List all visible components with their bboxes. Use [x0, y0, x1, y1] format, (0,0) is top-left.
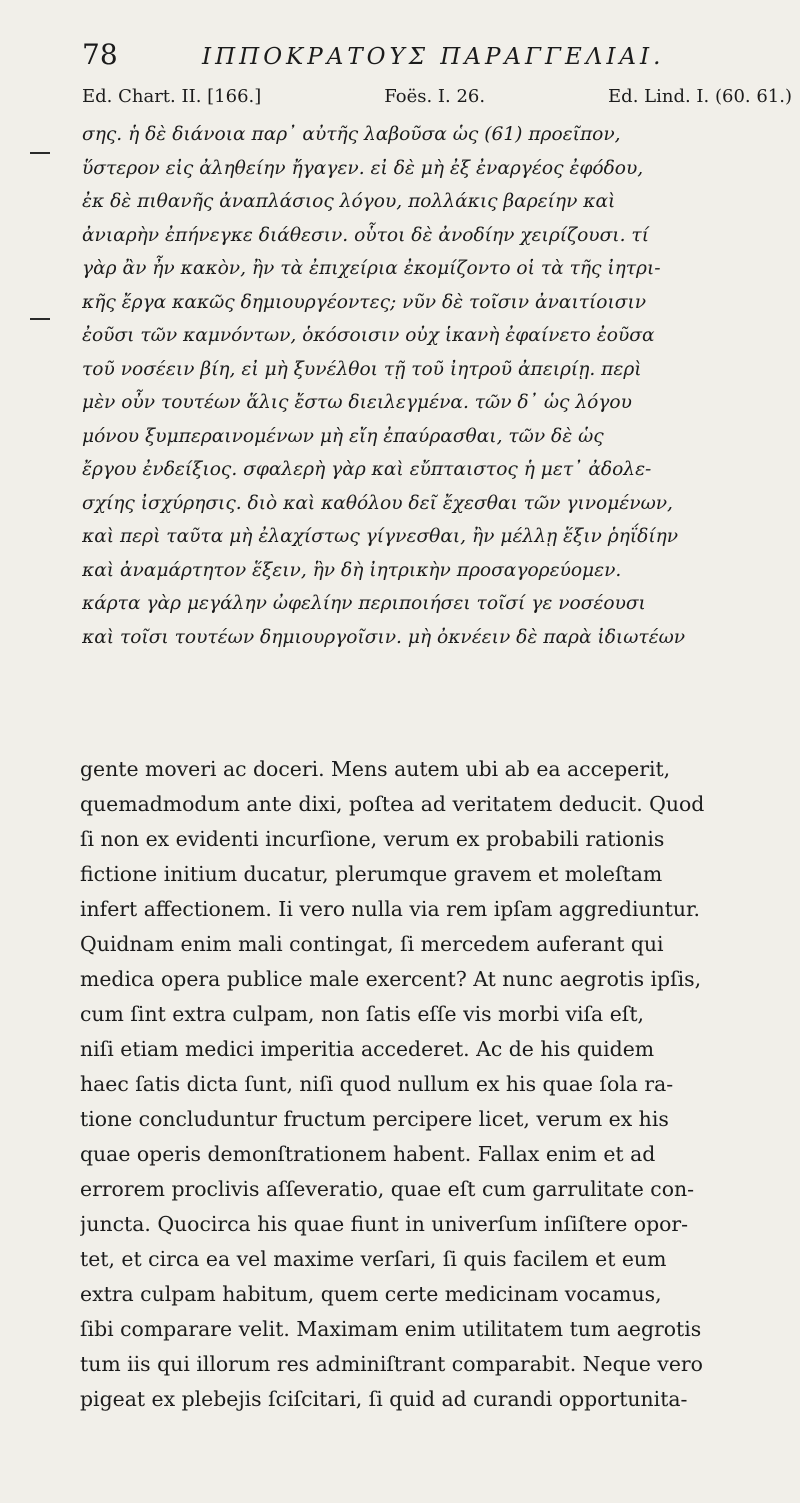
running-header: [82, 38, 792, 78]
greek-text-line: τοῦ νοσέειν βίη, εἰ μὴ ξυνέλθοι τῇ τοῦ ἰητροῦ ἀπειρίῃ. περὶ: [82, 358, 642, 380]
greek-text-line: γὰρ ἂν ἦν κακὸν, ἢν τὰ ἐπιχείρια ἐκομίζοντο οἱ τὰ τῆς ἰητρι-: [82, 258, 661, 279]
greek-text-line: μόνου ξυμπεραινομένων μὴ εἴη ἐπαύρασθαι, τῶν δὲ ὡς: [82, 425, 604, 447]
latin-text-line: niſi etiam medici imperitia accederet. Ac de his quidem: [80, 1037, 655, 1061]
latin-text-line: quae operis demonſtrationem habent. Fallax enim et ad: [80, 1142, 656, 1166]
latin-text-line: ſibi comparare velit. Maximam enim utilitatem tum aegrotis: [80, 1317, 702, 1341]
greek-text-line: ἀνιαρὴν ἐπήνεγκε διάθεσιν. οὗτοι δὲ ἀνοδίην χειρίζουσι. τί: [82, 224, 649, 246]
latin-text-line: haec ſatis dicta ſunt, niſi quod nullum ex his quae ſola ra-: [80, 1072, 674, 1096]
greek-text-line: μὲν οὖν τουτέων ἅλις ἔστω διειλεγμένα. τῶν δ᾽ ὡς λόγου: [82, 392, 632, 413]
latin-text-line: ſi non ex evidenti incurſione, verum ex probabili rationis: [80, 827, 665, 851]
latin-text-line: tet, et circa ea vel maxime verſari, ſi quis facilem et eum: [80, 1247, 667, 1271]
greek-text-line: ἐκ δὲ πιθανῆς ἀναπλάσιος λόγου, πολλάκις βαρείην καὶ: [82, 191, 616, 212]
page-number: 78: [82, 38, 118, 71]
latin-text-line: Quidnam enim mali contingat, ſi mercedem auferant qui: [80, 932, 664, 956]
running-title: ΙΠΠΟΚΡΑΤΟΥΣ ΠΑΡΑΓΓΕΛΙΑΙ.: [202, 44, 665, 70]
greek-text-line: σης. ἡ δὲ διάνοια παρ᾽ αὐτῆς λαβοῦσα ὡς (61) προεῖπον,: [82, 124, 621, 145]
latin-text-line: medica opera publice male exercent? At nunc aegrotis ipſis,: [80, 967, 702, 991]
edition-lind-ref: Ed. Lind. I. (60. 61.): [608, 86, 792, 107]
latin-text-block: [80, 752, 792, 1417]
latin-text-line: tione concluduntur fructum percipere licet, verum ex his: [80, 1107, 669, 1131]
latin-text-line: tum iis qui illorum res adminiſtrant comparabit. Neque vero: [80, 1352, 703, 1376]
latin-text-line: juncta. Quocirca his quae fiunt in univerſum inſiſtere opor-: [80, 1212, 689, 1236]
latin-text-line: pigeat ex plebejis ſciſcitari, ſi quid ad curandi opportunita-: [80, 1387, 688, 1411]
greek-text-line: σχίης ἰσχύρησις. διὸ καὶ καθόλου δεῖ ἔχεσθαι τῶν γινομένων,: [82, 492, 673, 514]
latin-text-line: errorem proclivis aſſeveratio, quae eſt cum garrulitate con-: [80, 1177, 694, 1201]
edition-chart-ref: Ed. Chart. II. [166.]: [82, 86, 262, 107]
greek-text-line: καὶ τοῖσι τουτέων δημιουργοῖσιν. μὴ ὀκνέειν δὲ παρὰ ἰδιωτέων: [82, 626, 686, 648]
greek-text-line: καὶ περὶ ταῦτα μὴ ἐλαχίστως γίγνεσθαι, ἢν μέλλῃ ἕξιν ῥηΐδίην: [82, 526, 679, 547]
greek-text-block: [82, 118, 792, 654]
greek-text-line: ὕστερον εἰς ἀληθείην ἤγαγεν. εἰ δὲ μὴ ἐξ ἐναργέος ἐφόδου,: [82, 157, 644, 179]
greek-text-line: ἔργου ἐνδείξιος. σφαλερὴ γὰρ καὶ εὔπταιστος ἡ μετ᾽ ἀδολε-: [82, 459, 652, 480]
greek-text-line: ἐοῦσι τῶν καμνόντων, ὁκόσοισιν οὐχ ἱκανὴ ἐφαίνετο ἐοῦσα: [82, 325, 655, 346]
latin-text-line: extra culpam habitum, quem certe medicinam vocamus,: [80, 1282, 662, 1306]
latin-text-line: quemadmodum ante dixi, poſtea ad veritatem deducit. Quod: [80, 792, 705, 816]
latin-text-line: fictione initium ducatur, plerumque gravem et moleſtam: [80, 862, 663, 886]
greek-text-line: καὶ ἀναμάρτητον ἕξειν, ἣν δὴ ἰητρικὴν προσαγορεύομεν.: [82, 559, 622, 581]
greek-text-line: κῆς ἔργα κακῶς δημιουργέοντες; νῦν δὲ τοῖσιν ἀναιτίοισιν: [82, 291, 647, 313]
edition-references: [82, 86, 792, 118]
margin-mark: [30, 318, 50, 320]
margin-mark: [30, 152, 50, 154]
latin-text-line: gente moveri ac doceri. Mens autem ubi ab ea acceperit,: [80, 757, 671, 781]
latin-text-line: cum ſint extra culpam, non ſatis eſſe vis morbi viſa eſt,: [80, 1002, 644, 1026]
edition-foes-ref: Foës. I. 26.: [384, 86, 486, 107]
latin-text-line: infert affectionem. Ii vero nulla via rem ipſam aggrediuntur.: [80, 897, 701, 921]
greek-text-line: κάρτα γὰρ μεγάλην ὠφελίην περιποιήσει τοῖσί γε νοσέουσι: [82, 593, 646, 614]
